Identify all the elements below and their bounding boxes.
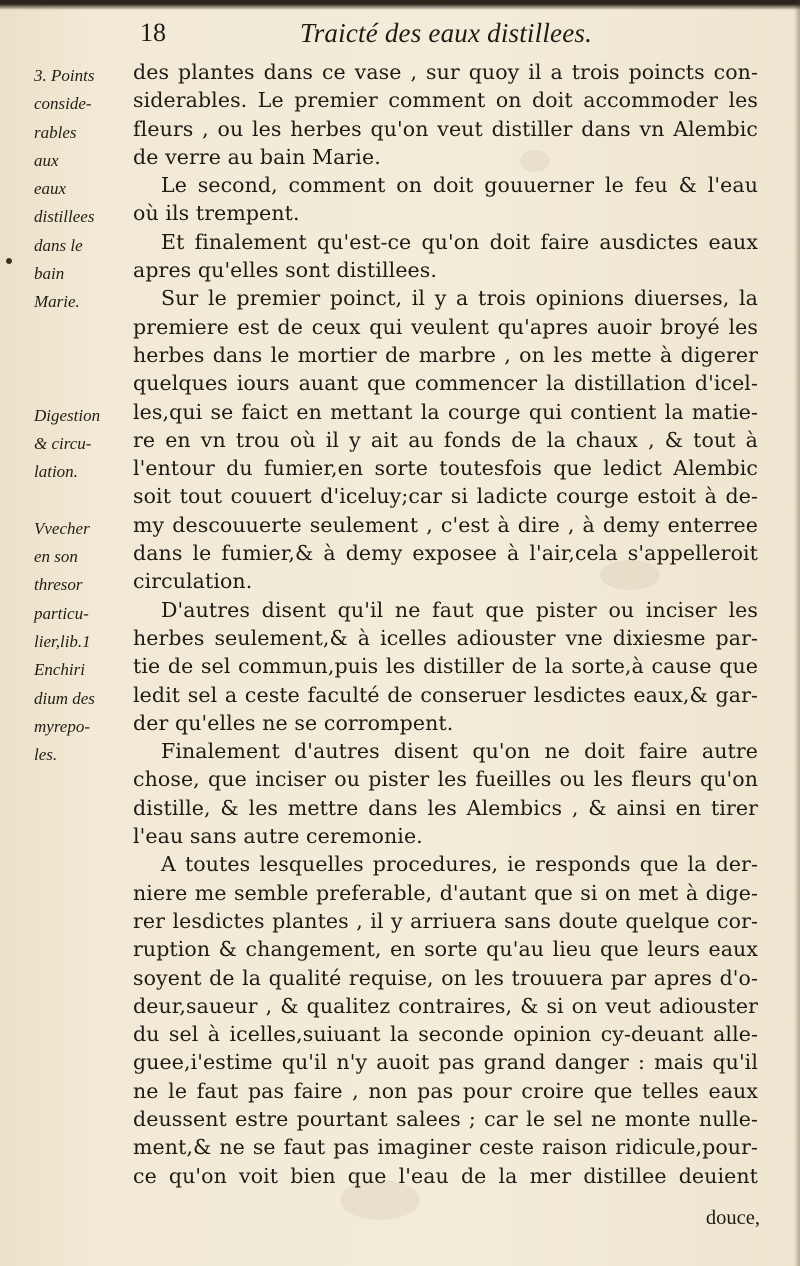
margin-note-line: dans le — [34, 235, 83, 255]
margin-note-line: lation. — [34, 462, 78, 482]
margin-note-line: eaux — [34, 179, 67, 199]
text-line: ne le faut pas faire , non pas pour croire que telles eaux — [133, 1078, 758, 1103]
text-line: circulation. — [133, 569, 253, 594]
text-line: soit tout couuert d'iceluy;car si ladicte courge estoit à de- — [133, 484, 758, 509]
text-line: premiere est de ceux qui veulent qu'apres auoir broyé les — [133, 314, 758, 339]
margin-note-line: Marie. — [34, 292, 80, 312]
margin-note-line: conside- — [34, 94, 92, 114]
margin-note-line: les. — [34, 745, 58, 765]
text-line: l'entour du fumier,en sorte toutesfois que ledict Alembic — [133, 456, 758, 481]
text-line: fleurs , ou les herbes qu'on veut distiller dans vn Alembic — [133, 116, 758, 141]
text-line: l'eau sans autre ceremonie. — [133, 824, 423, 849]
text-line: guee,i'estime qu'il n'y auoit pas grand danger : mais qu'il — [133, 1050, 758, 1075]
text-line: Et finalement qu'est-ce qu'on doit faire ausdictes eaux — [161, 229, 758, 254]
margin-note-line: en son — [34, 547, 78, 567]
text-line: Sur le premier poinct, il y a trois opinions diuerses, la — [161, 286, 758, 311]
text-line: ment,& ne se faut pas imaginer ceste raison ridicule,pour- — [133, 1135, 758, 1160]
margin-note-line: bain — [34, 264, 65, 284]
margin-note-vvecher — [34, 515, 134, 770]
running-title: Traicté des eaux distillees. — [300, 18, 593, 48]
margin-note-line: lier,lib.1 — [34, 631, 91, 651]
text-line: Le second, comment on doit gouuerner le feu & l'eau — [161, 173, 758, 198]
edge-mark — [6, 258, 12, 264]
text-line: herbes seulement,& à icelles adiouster vne dixiesme par- — [133, 625, 758, 650]
text-line: de verre au bain Marie. — [133, 144, 381, 169]
text-line: des plantes dans ce vase , sur quoy il a trois poincts con- — [133, 60, 758, 84]
margin-note-line: aux — [34, 150, 59, 170]
page-number: 18 — [140, 18, 166, 47]
text-line: siderables. Le premier comment on doit accommoder les — [133, 88, 758, 113]
text-line: re en vn trou où il y ait au fonds de la chaux , & tout à — [133, 427, 758, 452]
margin-note-points — [34, 62, 134, 317]
margin-note-line: Vvecher — [34, 518, 90, 538]
text-line: rer lesdictes plantes , il y arriuera sans doute quelque cor- — [133, 908, 758, 933]
text-line: A toutes lesquelles procedures, ie responds que la der- — [161, 852, 758, 877]
text-line: tie de sel commun,puis les distiller de la sorte,à cause que — [133, 654, 758, 679]
text-line: herbes dans le mortier de marbre , on les mette à digerer — [133, 342, 758, 367]
page-header — [140, 18, 760, 52]
text-line: soyent de la qualité requise, on les trouuera par apres d'o- — [133, 965, 758, 990]
text-line: D'autres disent qu'il ne faut que pister ou inciser les — [161, 597, 758, 622]
text-line: niere me semble preferable, d'autant que si on met à dige- — [133, 880, 758, 905]
text-line: où ils trempent. — [133, 201, 300, 226]
text-line: Finalement d'autres disent qu'on ne doit faire autre — [161, 739, 758, 764]
margin-note-line: Digestion — [34, 405, 101, 425]
margin-note-line: dium des — [34, 688, 95, 708]
text-line: der qu'elles ne se corrompent. — [133, 710, 454, 735]
text-line: deussent estre pourtant salees ; car le sel ne monte nulle- — [133, 1106, 758, 1131]
margin-note-line: rables — [34, 122, 77, 142]
margin-note-line: & circu- — [34, 433, 92, 453]
margin-note-line: myrepo- — [34, 716, 91, 736]
margin-note-line: 3. Points — [34, 66, 95, 85]
body-text — [133, 58, 758, 1190]
text-line: my descouuerte seulement , c'est à dire , à demy enterree — [133, 512, 758, 537]
page-top-edge — [0, 0, 800, 10]
text-line: les,qui se faict en mettant la courge qui contient la matie- — [133, 399, 758, 424]
text-line: ce qu'on voit bien que l'eau de la mer distillee deuient — [133, 1163, 758, 1188]
margin-note-line: Enchiri — [34, 660, 85, 680]
margin-note-line: particu- — [34, 603, 89, 623]
margin-note-digestion — [34, 402, 134, 487]
text-line: deur,saueur , & qualitez contraires, & si on veut adiouster — [133, 993, 758, 1018]
margin-notes — [34, 62, 134, 769]
text-line: du sel à icelles,suiuant la seconde opinion cy-deuant alle- — [133, 1022, 758, 1047]
text-line: apres qu'elles sont distillees. — [133, 258, 438, 283]
text-line: dans le fumier,& à demy exposee à l'air,cela s'appelleroit — [133, 541, 758, 566]
text-line: chose, que inciser ou pister les fueilles ou les fleurs qu'on — [133, 767, 758, 792]
catchword: douce, — [705, 1207, 760, 1229]
margin-note-line: thresor — [34, 575, 83, 595]
page-right-edge — [794, 0, 800, 1266]
margin-note-line: distillees — [34, 207, 95, 227]
text-line: ruption & changement, en sorte qu'au lieu que leurs eaux — [133, 937, 758, 962]
text-line: ledit sel a ceste faculté de conseruer lesdictes eaux,& gar- — [133, 682, 758, 707]
text-line: distille, & les mettre dans les Alembics , & ainsi en tirer — [133, 795, 758, 820]
text-line: quelques iours auant que commencer la distillation d'icel- — [133, 371, 758, 396]
